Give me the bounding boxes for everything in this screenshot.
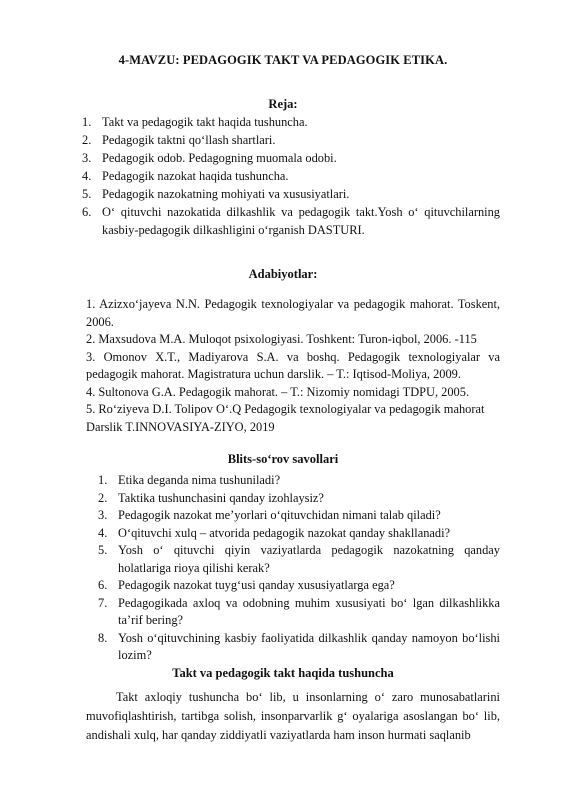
list-item: 3. Pedagogik odob. Pedagogning muomala odobi. bbox=[82, 151, 337, 165]
list-item: 6. Pedagogik nazokat tuyg‘usi qanday xususiyatlarga ega? bbox=[98, 578, 395, 592]
document-title: 4-MAVZU: PEDAGOGIK TAKT VA PEDAGOGIK ETIKA. bbox=[118, 53, 448, 67]
list-item: 2. Pedagogik taktni qoʻllash shartlari. bbox=[82, 133, 276, 147]
list-item: 7. Pedagogikada axloq va odobning muhim xususiyati bo‘ lgan dilkashlikka ta’rif bering? bbox=[98, 595, 500, 627]
list-item: 4. O‘qituvchi xulq – atvorida pedagogik nazokat qanday shakllanadi? bbox=[98, 525, 451, 540]
list-item: 5. Pedagogik nazokatning mohiyati va xususiyatlari. bbox=[82, 187, 350, 201]
list-item: 3. Pedagogik nazokat me’yorlari o‘qituvchidan nimani talab qiladi? bbox=[98, 508, 441, 522]
list-item: 8. Yosh o‘qituvchining kasbiy faoliyatida dilkashlik qanday namoyon bo‘lishi lozim? bbox=[98, 630, 500, 662]
list-item: 5. Yosh o‘ qituvchi qiyin vaziyatlarda pedagogik nazokatning qanday holatlariga rioya qilishi kerak? bbox=[98, 543, 500, 575]
bibliography-item: 3. Omonov X.T., Madiyarova S.A. va boshq. Pedagogik texnologiyalar va pedagogik mahorat. Magistratura uchun darslik. – T.: Iqtisod-Moliya, 2009. bbox=[86, 349, 500, 381]
list-item: 4. Pedagogik nazokat haqida tushuncha. bbox=[82, 169, 289, 183]
bibliography bbox=[86, 296, 500, 436]
bibliography-item: 2. Maxsudova M.A. Muloqot psixologiyasi. Toshkent: Turon-iqbol, 2006. -115 bbox=[86, 332, 477, 346]
reja-list bbox=[82, 113, 500, 239]
blits-heading: Blits-so‘rov savollari bbox=[227, 452, 339, 466]
reja-heading: Reja: bbox=[268, 97, 298, 111]
blits-list bbox=[98, 472, 500, 665]
section-heading: Takt va pedagogik takt haqida tushuncha bbox=[172, 666, 394, 680]
list-item: 1. Takt va pedagogik takt haqida tushuncha. bbox=[82, 115, 308, 129]
bibliography-item: 5. Ro‘ziyeva D.I. Tolipov O‘.Q Pedagogik texnologiyalar va pedagogik mahorat bbox=[86, 402, 485, 416]
list-item: 2. Taktika tushunchasini qanday izohlaysiz? bbox=[98, 490, 324, 505]
bibliography-item: 4. Sultonova G.A. Pedagogik mahorat. – T.: Nizomiy nomidagi TDPU, 2005. bbox=[86, 384, 470, 399]
bibliography-item: Darslik T.INNOVASIYA-ZIYO, 2019 bbox=[86, 419, 275, 434]
list-item: 1. Etika deganda nima tushuniladi? bbox=[98, 473, 281, 487]
adabiyotlar-heading: Adabiyotlar: bbox=[248, 267, 318, 281]
list-item: 6. Oʻ qituvchi nazokatida dilkashlik va pedagogik takt.Yosh oʻ qituvchilarning kasbiy-pedagogik dilkashligini oʻrganish DASTURI. bbox=[82, 205, 500, 237]
bibliography-item: 1. Azizxo‘jayeva N.N. Pedagogik texnologiyalar va pedagogik mahorat. Toskent, 2006. bbox=[86, 297, 500, 329]
body-paragraph: Takt axloqiy tushuncha bo‘ lib, u insonlarning o‘ zaro munosabatlarini muvofiqlashtirish, tartibga solish, insonparvarlik g‘ oyalariga asoslangan bo‘ lib, andishali xulq, har qanday ziddiyatli vaziyatlarda ham inson hurmati saqlanib bbox=[86, 690, 500, 742]
